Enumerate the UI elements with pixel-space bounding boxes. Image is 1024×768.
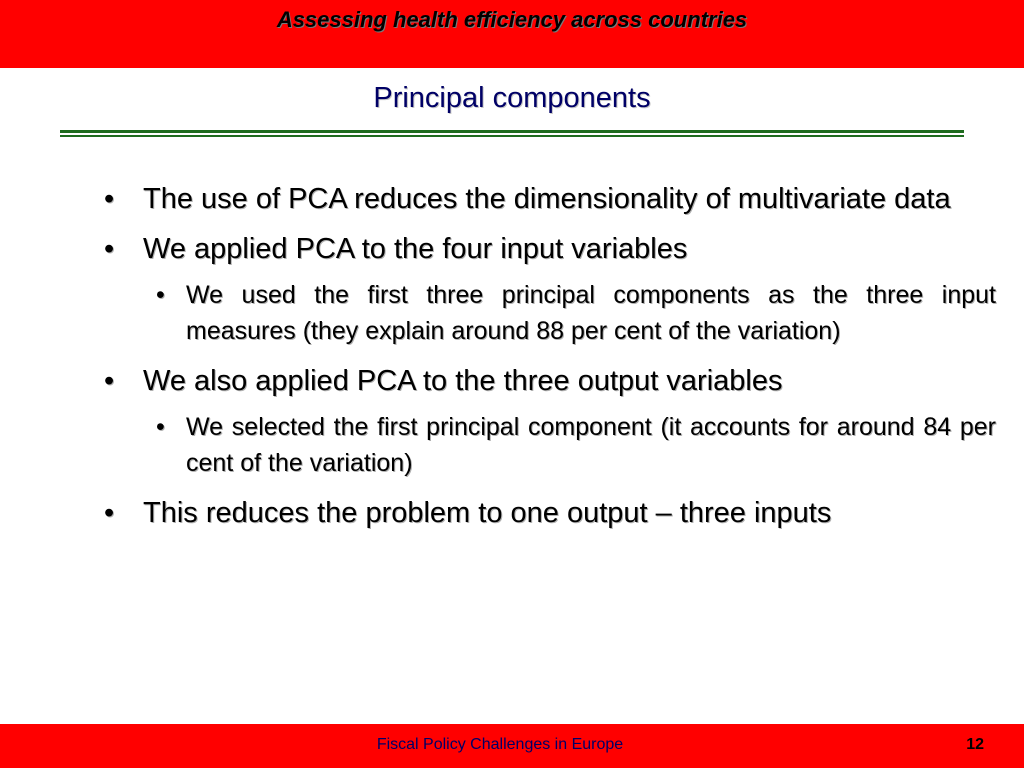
sub-bullet-item-first-component [156,409,996,481]
bullet-list [100,180,996,544]
bullet-text: We applied PCA to the four input variables [143,233,688,265]
presentation-title: Assessing health efficiency across countries [276,7,748,32]
bullet-text: We used the first three principal components as the three input measures (they explain around 88 per cent of the variation) [186,281,996,345]
bullet-text: The use of PCA reduces the dimensionality of multivariate data [143,183,951,215]
bullet-point-icon: • [104,233,115,265]
footer-text: Fiscal Policy Challenges in Europe [376,736,624,753]
bullet-text: We selected the first principal component (it accounts for around 84 per cent of the variation) [186,413,996,477]
bullet-item-input-variables [100,230,996,268]
bullet-point-icon: • [156,281,165,309]
slide-title: Principal components [373,82,651,114]
sub-bullet-item-three-components [156,277,996,349]
bullet-item-pca-dimensionality [100,180,996,218]
bullet-point-icon: • [104,497,115,529]
bullet-text: We also applied PCA to the three output variables [143,365,783,397]
bullet-text: This reduces the problem to one output – three inputs [143,497,832,529]
bullet-point-icon: • [156,413,165,441]
bullet-point-icon: • [104,183,115,215]
bullet-item-output-variables [100,362,996,400]
title-divider-bottom [60,135,964,137]
header-bar [0,0,1024,68]
title-divider-top [60,130,964,133]
bullet-point-icon: • [104,365,115,397]
footer-bar [0,724,1024,768]
bullet-item-problem-reduction [100,494,996,532]
page-number: 12 [966,736,984,753]
